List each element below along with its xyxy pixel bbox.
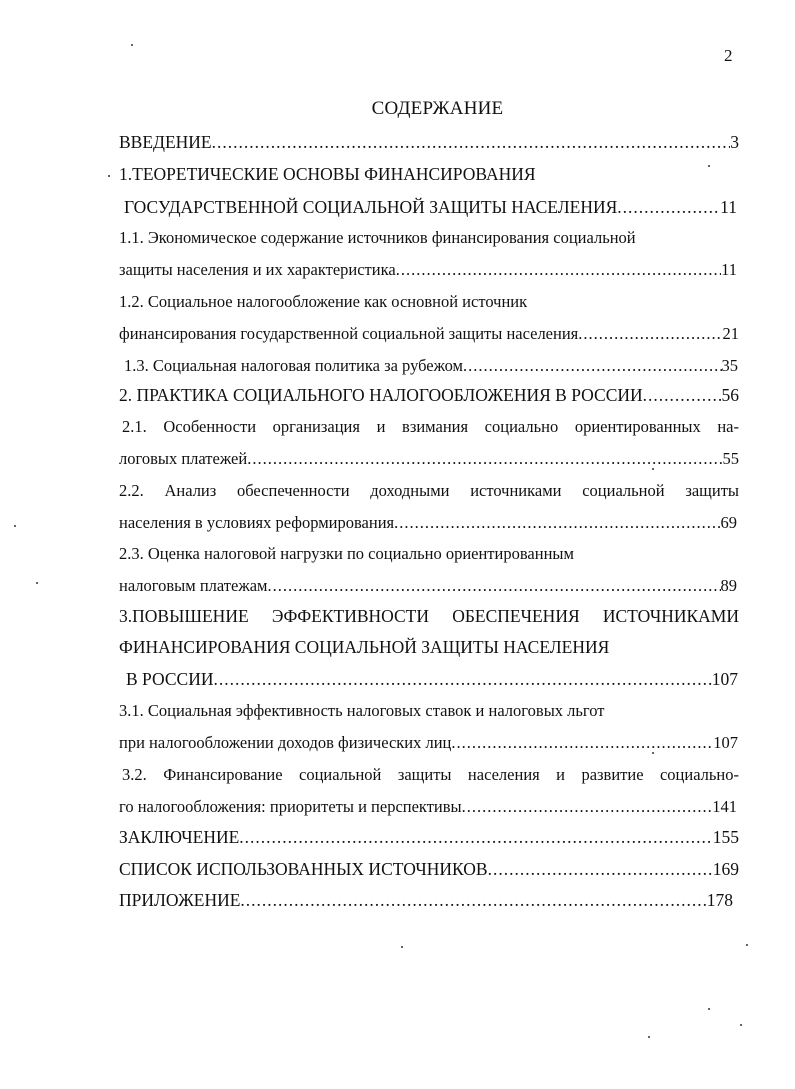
toc-leader-dots xyxy=(213,668,711,690)
toc-chapter-3-line-3[interactable] xyxy=(126,668,738,690)
toc-section-3-2-line-2[interactable] xyxy=(119,796,737,818)
toc-entry-text: 3.2. Финансирование социальной защиты населения и развитие социально- xyxy=(122,765,739,784)
toc-chapter-3-line-1[interactable] xyxy=(119,605,739,627)
toc-entry-page: 107 xyxy=(711,669,738,689)
toc-leader-dots xyxy=(239,826,712,848)
toc-section-2-3-line-2[interactable] xyxy=(119,575,737,597)
toc-section-3-2-line-1[interactable] xyxy=(122,764,739,786)
toc-leader-dots xyxy=(578,323,722,345)
toc-section-2-2-line-2[interactable] xyxy=(119,512,737,534)
toc-entry-text: при налогообложении доходов физических лиц xyxy=(119,733,452,752)
toc-leader-dots xyxy=(396,259,721,281)
toc-entry-text: ВВЕДЕНИЕ xyxy=(119,132,212,152)
toc-leader-dots xyxy=(240,889,706,911)
toc-section-1-1-line-2[interactable] xyxy=(119,259,737,281)
toc-entry-text: населения в условиях реформирования xyxy=(119,513,395,532)
toc-entry-page: 3 xyxy=(730,132,739,152)
toc-entry-page: 141 xyxy=(712,797,737,816)
scan-speck xyxy=(36,582,38,584)
toc-leader-dots xyxy=(617,196,720,218)
scan-speck xyxy=(401,946,403,948)
toc-section-1-1-line-1[interactable] xyxy=(119,227,636,249)
toc-chapter-1-line-1[interactable] xyxy=(119,163,536,185)
toc-entry-page: 169 xyxy=(712,859,739,879)
toc-entry-page: 56 xyxy=(721,385,739,405)
toc-entry-page: 69 xyxy=(720,513,737,532)
toc-entry-page: 21 xyxy=(722,324,739,343)
scan-speck xyxy=(746,944,748,946)
scan-speck xyxy=(14,525,16,527)
scan-speck xyxy=(131,44,133,46)
toc-chapter-1-line-2[interactable] xyxy=(124,196,737,218)
toc-entry-text: ФИНАНСИРОВАНИЯ СОЦИАЛЬНОЙ ЗАЩИТЫ НАСЕЛЕНИЯ xyxy=(119,637,610,657)
toc-entry-page: 107 xyxy=(713,733,738,752)
toc-entry-text: 3.1. Социальная эффективность налоговых ставок и налоговых льгот xyxy=(119,701,605,720)
toc-chapter-3-line-2[interactable] xyxy=(119,636,609,658)
scan-speck xyxy=(108,175,110,177)
toc-entry-conclusion[interactable] xyxy=(119,826,739,848)
toc-entry-text: 2.2. Анализ обеспеченности доходными источниками социальной защиты xyxy=(119,481,739,500)
toc-section-2-1-line-1[interactable] xyxy=(122,416,739,438)
toc-leader-dots xyxy=(643,384,722,406)
scan-speck xyxy=(648,1036,650,1038)
toc-entry-text: ГОСУДАРСТВЕННОЙ СОЦИАЛЬНОЙ ЗАЩИТЫ НАСЕЛЕНИЯ xyxy=(124,197,618,217)
toc-section-1-3[interactable] xyxy=(124,355,738,377)
toc-entry-text: 1.2. Социальное налогообложение как основной источник xyxy=(119,292,528,311)
toc-entry-text: налоговым платежам xyxy=(119,576,268,595)
toc-entry-text: 2.3. Оценка налоговой нагрузки по социально ориентированным xyxy=(119,544,574,563)
page-number: 2 xyxy=(724,46,733,65)
toc-leader-dots xyxy=(451,732,713,754)
toc-entry-text: 1.3. Социальная налоговая политика за рубежом xyxy=(124,356,463,375)
toc-entry-text: 1.ТЕОРЕТИЧЕСКИЕ ОСНОВЫ ФИНАНСИРОВАНИЯ xyxy=(119,164,536,184)
toc-entry-page: 55 xyxy=(722,449,739,468)
toc-leader-dots xyxy=(463,355,722,377)
toc-entry-text: ПРИЛОЖЕНИЕ xyxy=(119,890,241,910)
toc-entry-page: 178 xyxy=(706,890,733,910)
toc-leader-dots xyxy=(247,448,722,470)
toc-entry-page: 155 xyxy=(712,827,739,847)
toc-leader-dots xyxy=(212,131,731,153)
toc-entry-page: 11 xyxy=(721,260,737,279)
toc-section-3-1-line-2[interactable] xyxy=(119,732,738,754)
toc-entry-appendix[interactable] xyxy=(119,889,733,911)
toc-entry-text: защиты населения и их характеристика xyxy=(119,260,396,279)
toc-title: СОДЕРЖАНИЕ xyxy=(371,98,504,119)
toc-entry-text: В РОССИИ xyxy=(126,669,214,689)
scan-speck xyxy=(652,752,654,754)
toc-leader-dots xyxy=(394,512,720,534)
toc-entry-text: СПИСОК ИСПОЛЬЗОВАННЫХ ИСТОЧНИКОВ xyxy=(119,859,488,879)
toc-section-3-1-line-1[interactable] xyxy=(119,700,605,722)
toc-entry-page: 89 xyxy=(720,576,737,595)
toc-entry-text: 1.1. Экономическое содержание источников финансирования социальной xyxy=(119,228,636,247)
toc-leader-dots xyxy=(488,858,713,880)
toc-section-1-2-line-1[interactable] xyxy=(119,291,527,313)
toc-section-2-1-line-2[interactable] xyxy=(119,448,739,470)
toc-entry-page: 35 xyxy=(721,356,738,375)
scan-speck xyxy=(740,1024,742,1026)
scan-speck xyxy=(652,468,654,470)
scan-speck xyxy=(708,1008,710,1010)
toc-section-2-2-line-1[interactable] xyxy=(119,480,739,502)
toc-leader-dots xyxy=(462,796,713,818)
scan-speck xyxy=(708,165,710,167)
toc-entry-text: ЗАКЛЮЧЕНИЕ xyxy=(119,827,240,847)
toc-entry-references[interactable] xyxy=(119,858,739,880)
toc-section-2-3-line-1[interactable] xyxy=(119,543,574,565)
toc-entry-intro[interactable] xyxy=(119,131,739,153)
toc-entry-text: 2.1. Особенности организация и взимания социально ориентированных на- xyxy=(122,417,739,436)
toc-entry-text: го налогообложения: приоритеты и перспективы xyxy=(119,797,462,816)
toc-entry-page: 11 xyxy=(720,197,737,217)
toc-section-1-2-line-2[interactable] xyxy=(119,323,739,345)
toc-entry-text: финансирования государственной социальной защиты населения xyxy=(119,324,579,343)
toc-entry-text: логовых платежей xyxy=(119,449,248,468)
toc-entry-text: 3.ПОВЫШЕНИЕ ЭФФЕКТИВНОСТИ ОБЕСПЕЧЕНИЯ ИСТОЧНИКАМИ xyxy=(119,606,739,626)
toc-leader-dots xyxy=(268,575,721,597)
toc-chapter-2[interactable] xyxy=(119,384,739,406)
toc-entry-text: 2. ПРАКТИКА СОЦИАЛЬНОГО НАЛОГООБЛОЖЕНИЯ В РОССИИ xyxy=(119,385,643,405)
